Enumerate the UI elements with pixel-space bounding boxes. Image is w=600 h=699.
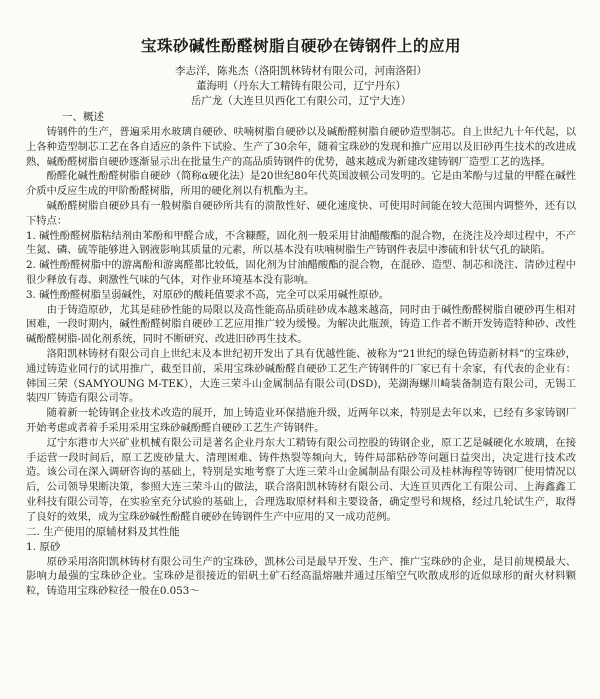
list-item: 2. 碱性酚醛树脂中的游离酚和游离醛都比较低，固化剂为甘油醋酸酯的混合物，在混砂、造型、制芯和浇注、清砂过程中很少释放有毒、刺激性气味的气体，对作业环境基本没有影响。	[26, 259, 576, 286]
paragraph: 洛阳凯林铸材有限公司自上世纪末及本世纪初开发出了具有优越性能、被称为“21世纪的绿色铸造新材料”的宝珠砂，通过铸造业同行的试用推广，截至目前，采用宝珠砂碱酚醛自硬砂工艺生产铸钢件的厂家已有十余家，有代表的企业有：韩国三荣（SAMYOUNG M-TEK），大连三荣斗山金属制品有限公司(DSD)，芜湖海螺川崎装备制造有限公司，无锡工装四厂铸造有限公司等。	[26, 347, 576, 405]
section-heading-overview: 一、概述	[62, 111, 104, 123]
author-line: 岳广龙（大连旦贝西化工有限公司，辽宁大连）	[190, 95, 412, 107]
author-line: 李志洋，陈兆杰（洛阳凯林铸材有限公司，河南洛阳）	[175, 65, 427, 77]
paper-title: 宝珠砂碱性酚醛树脂自硬砂在铸钢件上的应用	[140, 36, 461, 55]
paragraph: 辽宁东港市大兴矿业机械有限公司是著名企业丹东大工精铸有限公司控股的铸钢企业，原工艺是碱硬化水玻璃，在接手运营一段时间后，原工艺废砂量大、清理困难、铸件热裂等频向大，铸件局部粘砂等问题日益突出，决定进行技术改造。该公司在深入调研咨询的基础上，特别是实地考察了大连三荣斗山金属制品有限公司及桂林海程等铸钢厂使用情况以后，公司领导果断决策，参照大连三荣斗山的做法，联合洛阳凯林铸材有限公司、大连亘贝西化工有限公司、上海鑫鑫工业科技有限公司等，在实验室充分试验的基础上，合理选取原材料和主要设备，确定型号和规格，经过几轮试生产，取得了良好的效果，成为宝珠砂碱性酚醛自硬砂在铸钢件生产中应用的又一成功范例。	[26, 436, 576, 523]
paragraph: 由于铸造原砂，尤其是硅砂性能的局限以及高性能高品质硅砂成本越来越高，同时由于碱性酚醛树脂自硬砂再生相对困难，一段时期内，碱性酚醛树脂自硬砂工艺应用推广较为缓慢。为解决此瓶颈，铸造工作者不断开发铸造特种砂、改性碱酚醛树脂-固化剂系统，同时不断研究、改进旧砂再生技术。	[26, 303, 576, 346]
paragraph: 铸钢件的生产，普遍采用水玻璃自硬砂、呋喃树脂自硬砂以及碱酚醛树脂自硬砂造型制芯。自上世纪九十年代起，以上各种造型制芯工艺在各自适应的条件下试验、生产了30余年，随着宝珠砂的发现和推广应用以及旧砂再生技术的改进成熟，碱酚醛树脂自硬砂逐渐显示出在批量生产的高品质铸钢件的优势，越来越成为新建改建铸钢厂造型工艺的选择。	[26, 126, 576, 168]
subsection-heading-sand: 1. 原砂	[26, 540, 61, 553]
paragraph: 酚醛化碱性酚醛树脂自硬砂（简称α硬化法）是20世纪80年代英国波顿公司发明的。它是由苯酚与过量的甲醛在碱性介质中反应生成的甲阶酚醛树脂，所用的硬化剂以有机酯为主。	[26, 170, 576, 198]
list-item: 3. 碱性酚醛树脂呈弱碱性，对原砂的酸耗值要求不高，完全可以采用碱性原砂。	[26, 288, 390, 301]
paragraph: 原砂采用洛阳凯林铸材有限公司生产的宝珠砂，凯林公司是最早开发、生产、推广宝珠砂的企业，是目前规模最大、影响力最强的宝珠砂企业。宝珠砂是很接近的铝矾土矿石经高温熔融并通过压缩空气吹散成形的近似球形的耐火材料颗粒，铸造用宝珠砂粒径一般在0.053～	[26, 555, 576, 598]
section-heading-materials: 二. 生产使用的原辅材料及其性能	[26, 525, 180, 538]
paragraph: 随着新一轮铸钢企业技术改造的展开，加上铸造业环保措施升级，近两年以来，特别是去年以来，已经有多家铸钢厂开始考虑或者着手采用采用宝珠砂碱酚醛自硬砂工艺生产铸钢件。	[26, 407, 576, 434]
paragraph: 碱酚醛树脂自硬砂具有一般树脂自硬砂所共有的溃散性好、硬化速度快、可使用时间能在较大范围内调整外，还有以下特点：	[26, 199, 576, 227]
author-line: 董海明（丹东大工精铸有限公司，辽宁丹东）	[196, 80, 406, 92]
list-item: 1. 碱性酚醛树脂粘结剂由苯酚和甲醛合成，不含糠醛，固化剂一般采用甘油醋酸酯的混合物，在浇注及冷却过程中，不产生氮、磷、硫等能够进入钢液影响其质量的元素，所以基本没有呋喃树脂生产铸钢件表层中渗硫和针状气孔的缺陷。	[26, 229, 576, 257]
